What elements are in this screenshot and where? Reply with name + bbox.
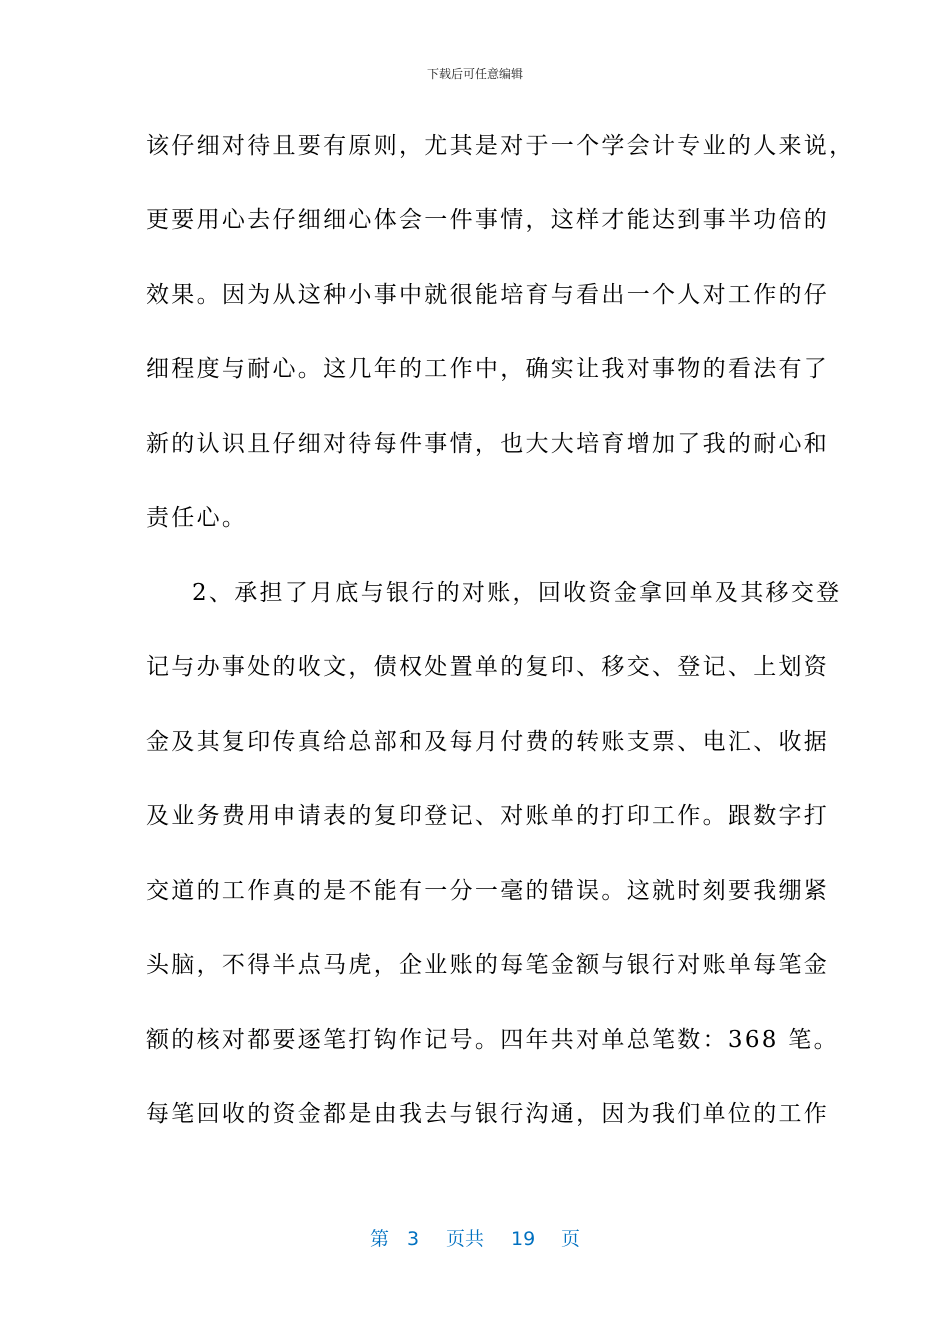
text-line-13: 额的核对都要逐笔打钩作记号。四年共对单总笔数：368 笔。 [146, 1027, 839, 1053]
text-line-10: 及业务费用申请表的复印登记、对账单的打印工作。跟数字打 [146, 803, 830, 829]
text-line-12: 头脑，不得半点马虎，企业账的每笔金额与银行对账单每笔金 [146, 952, 830, 978]
footer-page-suffix: 页 [561, 1228, 581, 1250]
footer-page-mid: 页共 [446, 1228, 485, 1250]
text-line-9: 金及其复印传真给总部和及每月付费的转账支票、电汇、收据 [146, 729, 830, 755]
footer-page-prefix: 第 [370, 1228, 390, 1250]
text-line-7: 2、承担了月底与银行的对账，回收资金拿回单及其移交登 [192, 580, 842, 606]
text-line-6: 责任心。 [146, 505, 248, 531]
text-line-3: 效果。因为从这种小事中就很能培育与看出一个人对工作的仔 [146, 282, 830, 308]
page-footer [0, 1225, 950, 1253]
footer-current-page: 3 [407, 1228, 420, 1250]
text-line-2: 更要用心去仔细细心体会一件事情，这样才能达到事半功倍的 [146, 207, 830, 233]
text-line-4: 细程度与耐心。这几年的工作中，确实让我对事物的看法有了 [146, 356, 830, 382]
text-line-11: 交道的工作真的是不能有一分一毫的错误。这就时刻要我绷紧 [146, 878, 830, 904]
text-line-5: 新的认识且仔细对待每件事情，也大大培育增加了我的耐心和 [146, 431, 830, 457]
page-header: 下载后可任意编辑 [426, 67, 523, 81]
text-line-1: 该仔细对待且要有原则，尤其是对于一个学会计专业的人来说， [146, 133, 855, 159]
text-line-8: 记与办事处的收文，债权处置单的复印、移交、登记、上划资 [146, 654, 830, 680]
footer-total-pages: 19 [511, 1228, 536, 1250]
text-line-14: 每笔回收的资金都是由我去与银行沟通，因为我们单位的工作 [146, 1101, 830, 1127]
